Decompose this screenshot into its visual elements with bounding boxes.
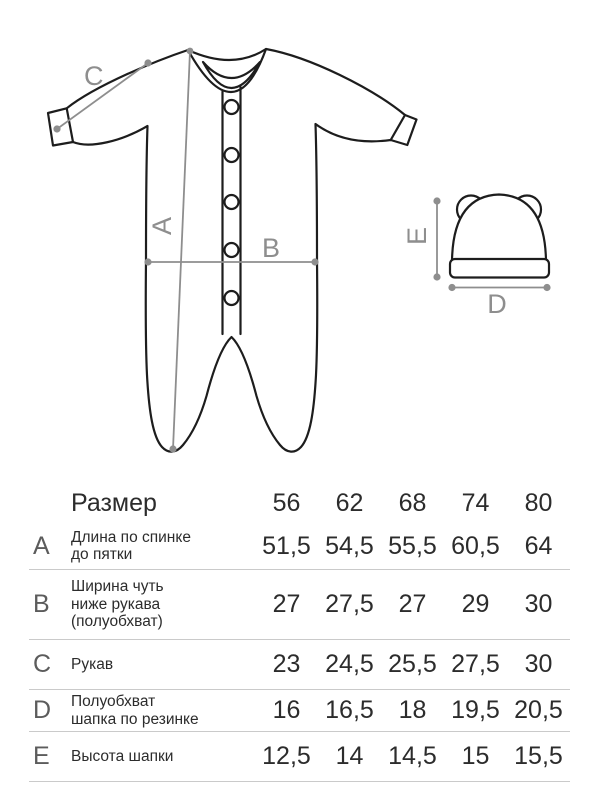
table-row-a	[29, 523, 570, 570]
value-cell: 16,5	[325, 696, 374, 724]
row-label-line: Длина по спинке	[71, 528, 191, 546]
value-cell: 14,5	[388, 742, 437, 770]
value-cell: 27	[272, 590, 301, 618]
row-label-line: шапка по резинке	[71, 710, 199, 728]
row-label	[65, 529, 255, 564]
measure-label-e: E	[402, 226, 433, 246]
value-cell: 14	[335, 742, 364, 770]
table-row-d	[29, 690, 570, 732]
row-label-line: Высота шапки	[71, 747, 174, 765]
value-cell: 19,5	[451, 696, 500, 724]
row-label-line: ниже рукава	[71, 595, 161, 613]
value-cell: 30	[524, 650, 553, 678]
size-74: 74	[461, 488, 490, 517]
row-label-line: Рукав	[71, 655, 114, 673]
size-80: 80	[524, 488, 553, 517]
value-cell: 55,5	[388, 531, 437, 560]
value-cell: 30	[524, 590, 553, 618]
table-row-e	[29, 732, 570, 782]
size-62: 62	[335, 488, 364, 517]
snap-button	[225, 148, 239, 162]
snap-button	[225, 100, 239, 114]
row-letter: B	[33, 590, 50, 618]
value-cell: 64	[524, 531, 553, 560]
measure-label-b: B	[262, 233, 281, 263]
value-cell: 15	[461, 742, 490, 770]
value-cell: 51,5	[262, 531, 311, 560]
value-cell: 23	[272, 650, 301, 678]
value-cell: 60,5	[451, 531, 500, 560]
value-cell: 25,5	[388, 650, 437, 678]
size-68: 68	[398, 488, 427, 517]
size-table-header-row	[29, 483, 570, 523]
snap-button	[225, 243, 239, 257]
hat-brim	[450, 259, 549, 278]
row-label	[65, 578, 255, 631]
value-cell: 27	[398, 590, 427, 618]
row-label	[65, 656, 255, 674]
row-label	[65, 748, 255, 766]
value-cell: 27,5	[325, 590, 374, 618]
measure-label-a: A	[147, 216, 178, 236]
row-label	[65, 693, 255, 728]
value-cell: 54,5	[325, 531, 374, 560]
snap-button	[225, 195, 239, 209]
value-cell: 12,5	[262, 742, 311, 770]
measure-label-c: C	[84, 61, 104, 91]
measure-label-d: D	[487, 289, 507, 319]
value-cell: 15,5	[514, 742, 563, 770]
row-letter: A	[33, 531, 50, 560]
size-table	[29, 483, 570, 782]
table-row-b	[29, 570, 570, 640]
row-letter: C	[33, 650, 52, 678]
row-letter: D	[33, 696, 52, 724]
value-cell: 29	[461, 590, 490, 618]
value-cell: 20,5	[514, 696, 563, 724]
snap-button	[225, 291, 239, 305]
table-row-c	[29, 640, 570, 690]
row-label-line: (полуобхват)	[71, 613, 163, 631]
value-cell: 18	[398, 696, 427, 724]
value-cell: 16	[272, 696, 301, 724]
row-label-line: Ширина чуть	[71, 578, 164, 596]
row-label-line: до пятки	[71, 546, 133, 563]
row-label-line: Полуобхват	[71, 693, 156, 710]
value-cell: 27,5	[451, 650, 500, 678]
size-56: 56	[272, 488, 301, 517]
value-cell: 24,5	[325, 650, 374, 678]
sleepsuit-outline	[48, 49, 417, 452]
hat-outline	[450, 195, 549, 278]
size-header-label: Размер	[71, 488, 157, 517]
row-letter: E	[33, 742, 50, 770]
